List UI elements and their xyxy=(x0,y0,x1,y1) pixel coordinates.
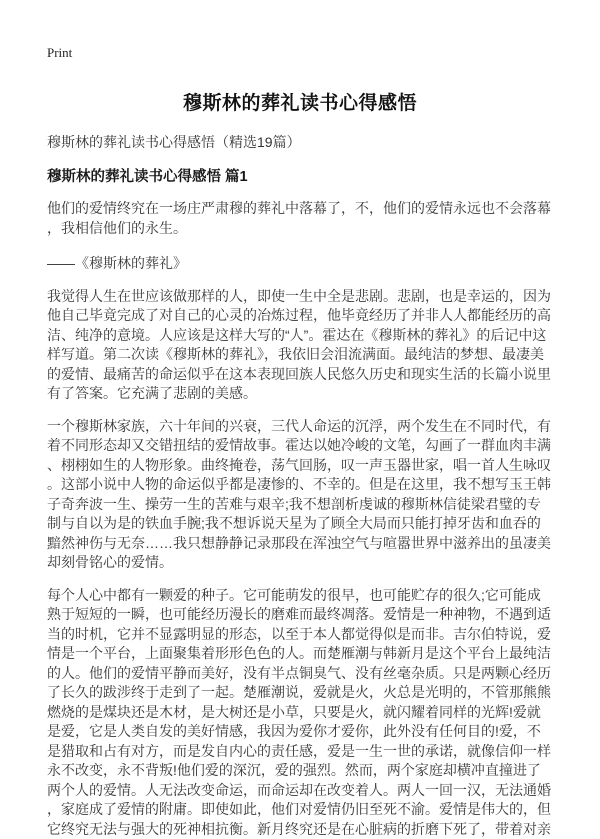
paragraph-love-seed: 每个人心中都有一颗爱的种子。它可能萌发的很早，也可能贮存的很久;它可能成熟于短短的一瞬，也可能经历漫长的磨难而最终凋落。爱情是一种神物，不遇到适当的时机，它并不显露明显的形态，以至于本人都觉得似是而非。吉尔伯特说，爱情是一个平台，上面聚集着形形色色的人。而楚雁潮与韩新月是这个平台上最纯洁的人。他们的爱情平静而美好，没有半点铜臭气、没有丝毫杂质。只是两颗心经历了长久的跋涉终于走到了一起。楚雁潮说，爱就是火，火总是光明的，不管那熊熊燃烧的是煤块还是木材，是大树还是小草，只要是火，就闪耀着同样的光辉!爱就是爱，它是人类自发的美好情感，我因为爱你才爱你，此外没有任何目的!爱，不是猎取和占有对方，而是发自内心的责任感，爱是一生一世的承诺，就像信仰一样永不改变，永不背叛!他们爱的深沉，爱的强烈。然而，两个家庭却横冲直撞进了两个人的爱情。人无法改变命运，而命运却在改变着人。两人一回一汉，无法通婚，家庭成了爱情的附庸。即使如此，他们对爱情仍旧至死不渝。爱情是伟大的，但它终究无法与强大的死神相抗衡。新月终究还是在心脏病的折磨下死了，带着对亲 xyxy=(47,586,553,839)
paragraph-opening: 他们的爱情终究在一场庄严肃穆的葬礼中落幕了，不，他们的爱情永远也不会落幕，我相信他们的永生。 xyxy=(47,199,553,238)
article-title: 穆斯林的葬礼读书心得感悟 xyxy=(47,88,553,115)
section-heading: 穆斯林的葬礼读书心得感悟 篇1 xyxy=(47,165,553,186)
paragraph-family-story: 一个穆斯林家族，六十年间的兴衰，三代人命运的沉浮，两个发生在不同时代，有着不同形态却又交错扭结的爱情故事。霍达以她冷峻的文笔，勾画了一群血肉丰满、栩栩如生的人物形象。曲终掩卷，荡气回肠，叹一声玉器世家，唱一首人生咏叹。这部小说中人物的命运似乎都是凄惨的、不幸的。但是在这里，我不想写玉王韩子奇奔波一生、操劳一生的苦难与艰辛;我不想剖析虔诚的穆斯林信徒梁君璧的专制与自以为是的铁血手腕;我不想诉说天星为了顾全大局而只能打掉牙齿和血吞的黯然神伤与无奈……我只想静静记录那段在浑浊空气与喧嚣世界中滋养出的虽凄美却刻骨铭心的爱情。 xyxy=(47,417,553,573)
print-link[interactable]: Print xyxy=(47,45,72,61)
book-attribution: ——《穆斯林的葬礼》 xyxy=(47,254,553,274)
paragraph-life-reflection: 我觉得人生在世应该做那样的人，即使一生中全是悲剧。悲剧，也是幸运的，因为他自己毕竟完成了对自己的心灵的冶炼过程，他毕竟经历了并非人人都能经历的高洁、纯净的意境。人应该是这样大写的“人”。霍达在《穆斯林的葬礼》的后记中这样写道。第二次读《穆斯林的葬礼》，我依旧会泪流满面。最纯洁的梦想、最凄美的爱情、最痛苦的命运似乎在这本表现回族人民悠久历史和现实生活的长篇小说里有了答案。它充满了悲剧的美感。 xyxy=(47,287,553,404)
collection-count-line: 穆斯林的葬礼读书心得感悟（精选19篇） xyxy=(47,132,553,152)
